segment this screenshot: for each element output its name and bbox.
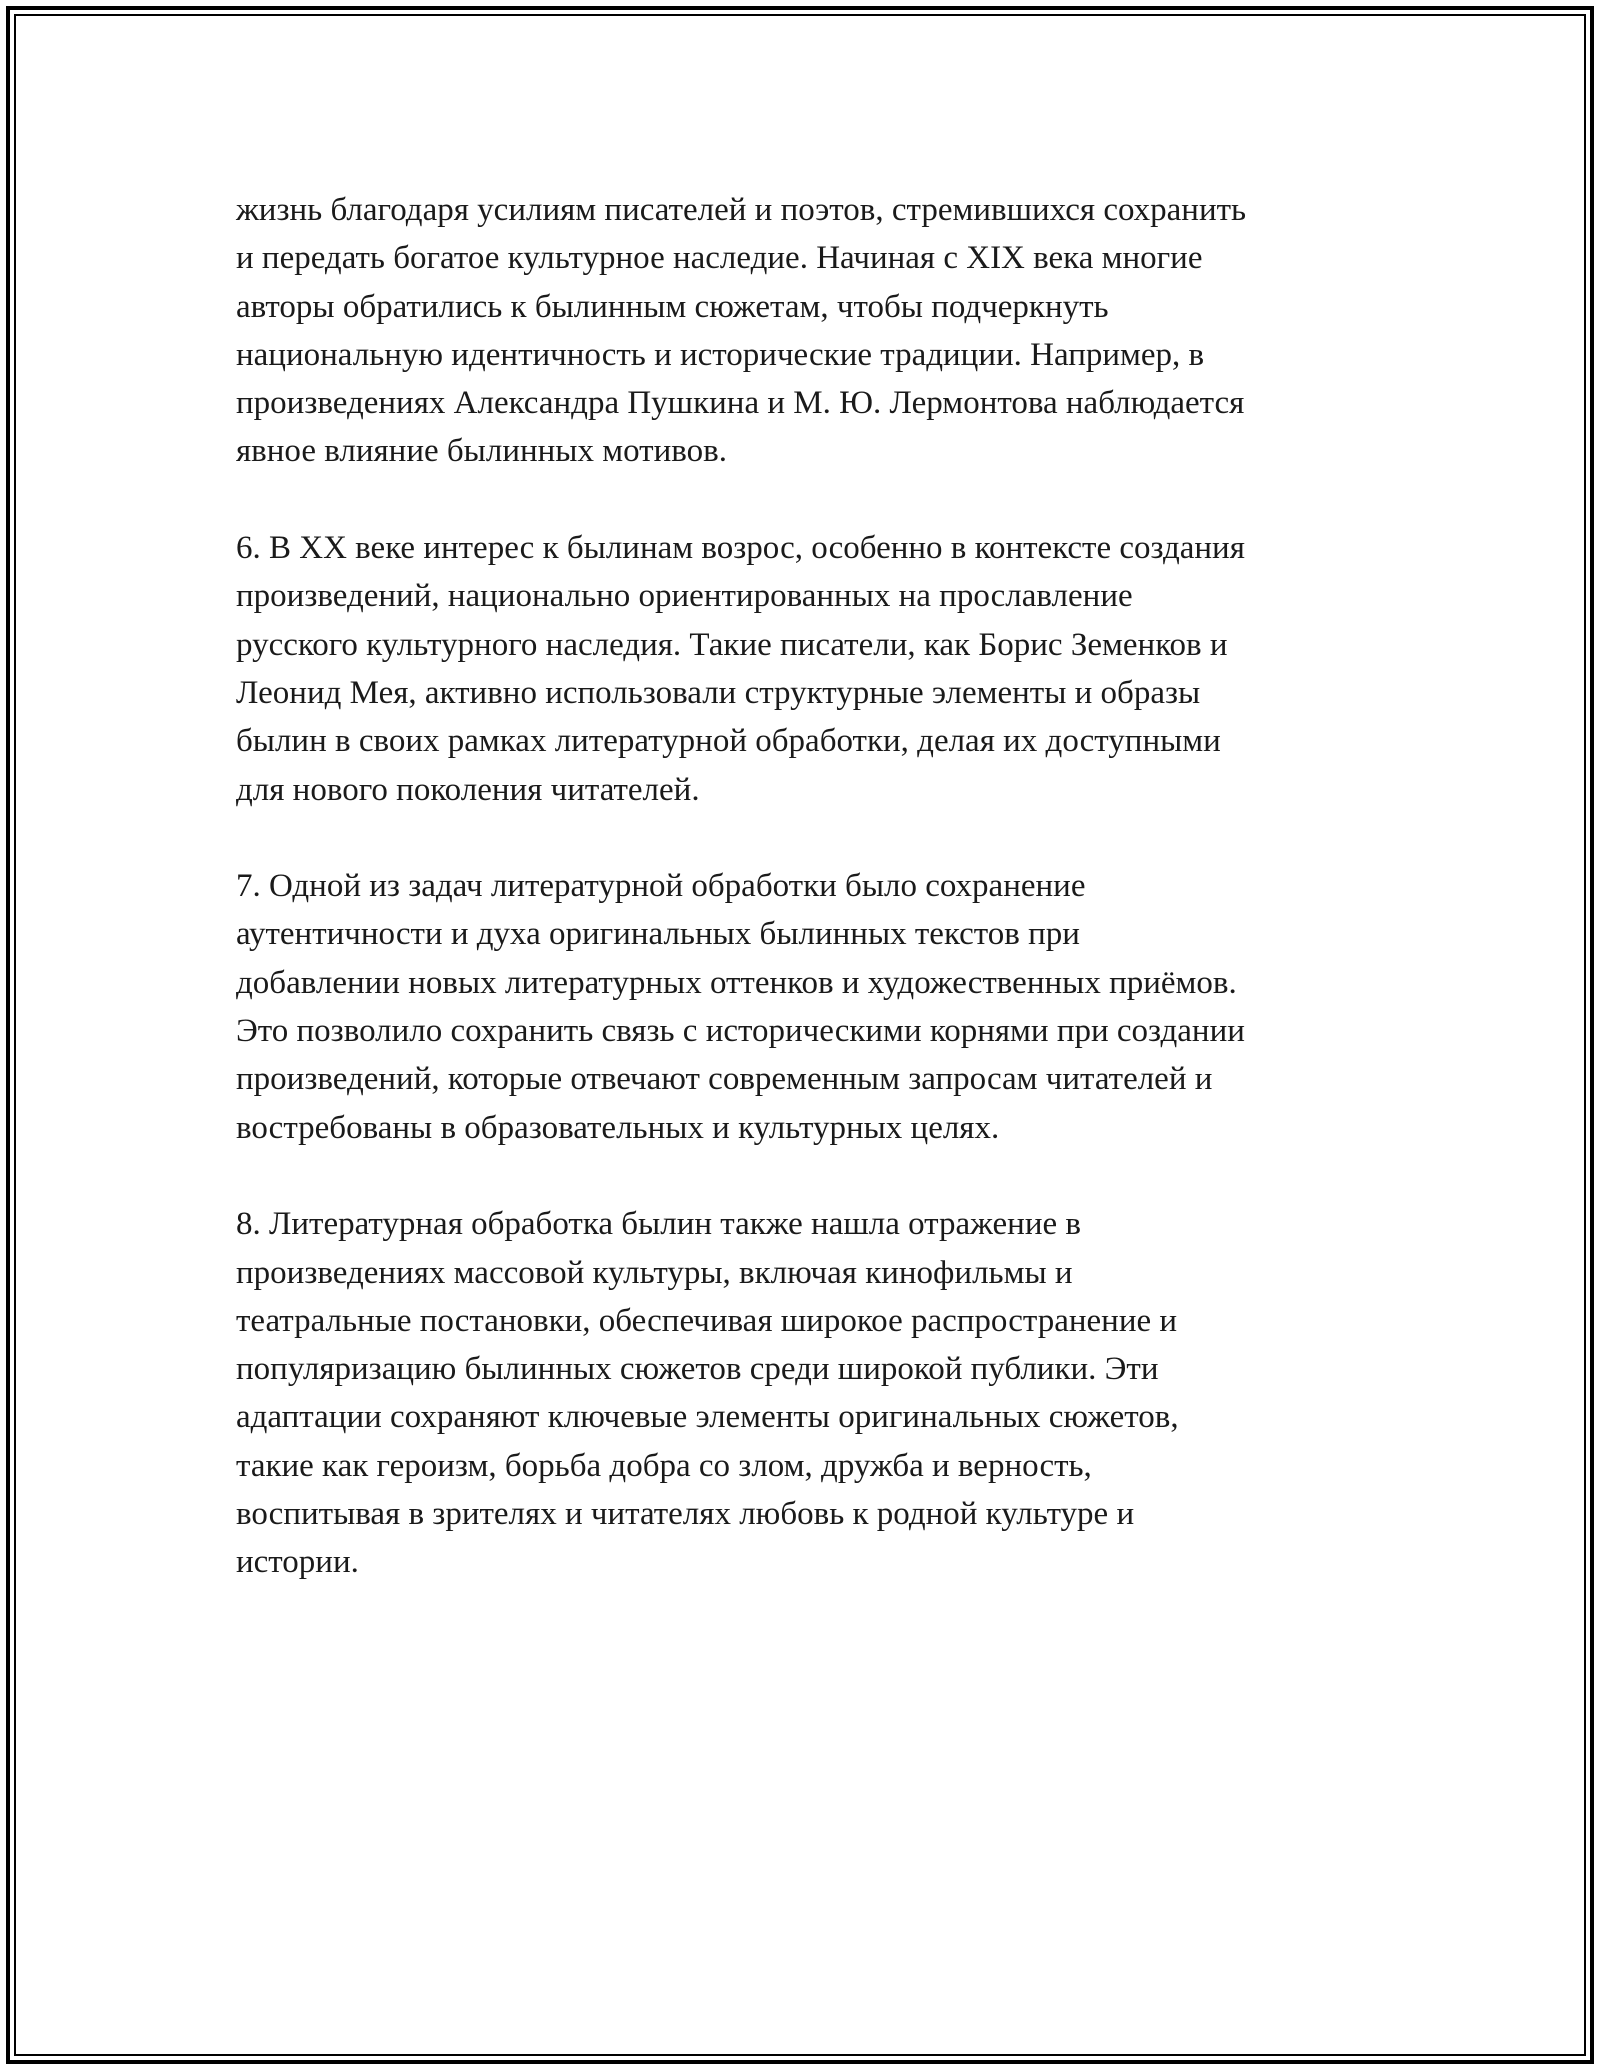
text-line: адаптации сохраняют ключевые элементы оригинальных сюжетов, [236, 1399, 1179, 1436]
text-line: истории. [236, 1544, 359, 1581]
text-line: произведениях Александра Пушкина и М. Ю. Лермонтова наблюдается [236, 385, 1245, 422]
text-line: Леонид Мея, активно использовали структурные элементы и образы [236, 674, 1201, 711]
text-line: явное влияние былинных мотивов. [236, 433, 727, 470]
paragraph-7 [236, 862, 1376, 1152]
text-line: добавлении новых литературных оттенков и художественных приёмов. [236, 964, 1237, 1001]
text-line: такие как героизм, борьба добра со злом, дружба и верность, [236, 1447, 1092, 1484]
text-line: театральные постановки, обеспечивая широкое распространение и [236, 1302, 1178, 1339]
text-line: для нового поколения читателей. [236, 771, 700, 808]
text-line: 7. Одной из задач литературной обработки было сохранение [236, 868, 1086, 905]
text-line: русского культурного наследия. Такие писатели, как Борис Земенков и [236, 626, 1228, 663]
text-line: 6. В XX веке интерес к былинам возрос, особенно в контексте создания [236, 530, 1245, 567]
paragraph-continuation [236, 186, 1376, 476]
paragraph-6 [236, 524, 1376, 814]
text-line: произведений, которые отвечают современным запросам читателей и [236, 1061, 1213, 1098]
text-line: национальную идентичность и исторические традиции. Например, в [236, 336, 1205, 373]
text-line: былин в своих рамках литературной обработки, делая их доступными [236, 723, 1221, 760]
text-line: популяризацию былинных сюжетов среди широкой публики. Эти [236, 1351, 1159, 1388]
text-line: аутентичности и духа оригинальных былинных текстов при [236, 916, 1080, 953]
text-line: жизнь благодаря усилиям писателей и поэтов, стремившихся сохранить [236, 192, 1247, 228]
text-line: авторы обратились к былинным сюжетам, чтобы подчеркнуть [236, 288, 1109, 325]
text-line: Это позволило сохранить связь с историческими корнями при создании [236, 1013, 1245, 1050]
text-line: и передать богатое культурное наследие. Начиная с XIX века многие [236, 240, 1203, 277]
text-line: востребованы в образовательных и культурных целях. [236, 1109, 1000, 1146]
document-body [236, 186, 1376, 1635]
text-line: 8. Литературная обработка былин также нашла отражение в [236, 1206, 1081, 1243]
text-line: произведений, национально ориентированных на прославление [236, 578, 1133, 615]
text-line: произведениях массовой культуры, включая кинофильмы и [236, 1254, 1073, 1291]
text-line: воспитывая в зрителях и читателях любовь к родной культуре и [236, 1496, 1135, 1533]
paragraph-8 [236, 1200, 1376, 1586]
